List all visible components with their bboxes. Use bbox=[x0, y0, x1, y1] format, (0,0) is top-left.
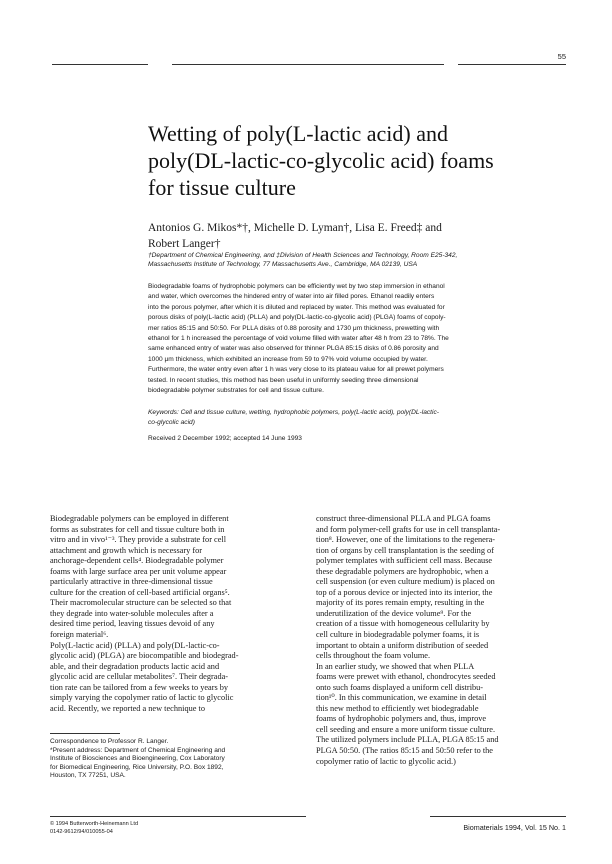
body-line: Biodegradable polymers can be employed in different bbox=[50, 514, 229, 523]
abstract-line: into the porous polymer, after which it is diluted and replaced by water. This method was evaluated for bbox=[148, 303, 445, 311]
title-line: Wetting of poly(L-lactic acid) and bbox=[148, 121, 448, 146]
body-line: culture for the creation of cell-based artificial organs⁵. bbox=[50, 587, 230, 597]
body-line: desired time period, leaving tissues devoid of any bbox=[50, 619, 215, 629]
header-rule-right bbox=[458, 64, 566, 65]
footnote bbox=[50, 738, 306, 781]
author-list bbox=[148, 220, 568, 252]
body-line: cell suspension (or even culture medium) is placed on bbox=[316, 577, 495, 587]
body-line: cell culture in biodegradable polymer foams, it is bbox=[316, 630, 480, 640]
abstract-line: porous disks of poly(L-lactic acid) (PLLA) and poly(DL-lactic-co-glycolic acid) (PLGA) foams of copoly- bbox=[148, 314, 446, 322]
copyright-line: 0142-9612/94/010055-04 bbox=[50, 829, 113, 835]
body-line: particularly attractive in three-dimensional tissue bbox=[50, 577, 213, 587]
body-line: foams with large surface area per unit volume appear bbox=[50, 566, 227, 576]
body-line: top of a porous device or injected into its interior, the bbox=[316, 587, 493, 597]
footnote-line: Houston, TX 77251, USA. bbox=[50, 772, 126, 780]
body-line: Poly(L-lactic acid) (PLLA) and poly(DL-lactic-co- bbox=[50, 640, 220, 650]
keywords bbox=[148, 408, 568, 429]
body-line: creation of a tissue with homogeneous cellularity by bbox=[316, 619, 490, 629]
article-title bbox=[148, 120, 568, 201]
abstract-line: mer ratios 85:15 and 50:50. For PLLA disks of 0.88 porosity and 1730 μm thickness, prewetting with bbox=[148, 324, 440, 332]
body-line: tion rate can be tailored from a few weeks to years by bbox=[50, 682, 229, 692]
footer-rule-right bbox=[430, 816, 566, 817]
body-line: acid. Recently, we reported a new technique to bbox=[50, 703, 205, 713]
affiliation-line: Massachusetts Institute of Technology, 77 Massachusetts Ave., Cambridge, MA 02139, USA bbox=[148, 260, 418, 268]
abstract-line: biodegradable polymer substrates for cell and tissue culture. bbox=[148, 387, 324, 395]
footnote-line: Correspondence to Professor R. Langer. bbox=[50, 738, 169, 745]
author-line: Antonios G. Mikos*†, Michelle D. Lyman†, Lisa E. Freed‡ and bbox=[148, 222, 442, 234]
body-line: cell seeding and ensure a more uniform tissue culture. bbox=[316, 724, 496, 734]
page-number: 55 bbox=[557, 52, 566, 61]
body-line: underutilization of the device volume⁹. For the bbox=[316, 608, 472, 618]
footnote-line: *Present address: Department of Chemical Engineering and bbox=[50, 746, 226, 754]
abstract-line: same enhanced entry of water was also observed for thinner PLGA 85:15 disks of 0.86 porosity and bbox=[148, 345, 439, 353]
body-line: cells throughout the foam volume. bbox=[316, 651, 431, 661]
abstract-line: tested. In recent studies, this method has been useful in uniformly seeding three dimensional bbox=[148, 376, 419, 384]
copyright-line: © 1994 Butterworth-Heinemann Ltd bbox=[50, 821, 139, 827]
body-line: and form polymer-cell grafts for use in cell transplanta- bbox=[316, 524, 501, 534]
body-line: these degradable polymers are hydrophobic, when a bbox=[316, 566, 489, 576]
body-line: they degrade into water-soluble molecules after a bbox=[50, 608, 214, 618]
body-line: this new method to efficiently wet biodegradable bbox=[316, 703, 479, 713]
abstract-line: Furthermore, the water entry even after 1 h was very close to its plateau value for all prewet polymers bbox=[148, 366, 444, 374]
body-column-left bbox=[50, 514, 306, 714]
body-line: simply varying the copolymer ratio of lactic to glycolic bbox=[50, 693, 234, 703]
journal-citation: Biomaterials 1994, Vol. 15 No. 1 bbox=[463, 823, 566, 832]
title-line: for tissue culture bbox=[148, 175, 296, 200]
footnote-line: for Biomedical Engineering, Rice University, P.O. Box 1892, bbox=[50, 763, 224, 771]
abstract-line: 1000 μm thickness, which exhibited an increase from 59 to 97% void volume occupied by water. bbox=[148, 355, 428, 363]
body-line: anchorage-dependent cells⁴. Biodegradable polymer bbox=[50, 556, 224, 566]
body-line: attachment and growth which is necessary for bbox=[50, 545, 203, 555]
body-column-right bbox=[316, 514, 572, 767]
abstract-line: and water, which overcomes the hindered entry of water into air filled pores. Ethanol readily enters bbox=[148, 293, 435, 301]
body-line: majority of its pores remain empty, resulting in the bbox=[316, 598, 485, 608]
body-line: onto such foams displayed a uniform cell distribu- bbox=[316, 682, 484, 692]
author-line: Robert Langer† bbox=[148, 238, 221, 250]
abstract-line: ethanol for 1 h increased the percentage of void volume filled with water after 48 h from 23 to 78%. The bbox=[148, 335, 449, 343]
body-line: foams of hydrophobic polymers and, thus, improve bbox=[316, 714, 487, 724]
footer-rule-left bbox=[50, 816, 306, 817]
body-line: copolymer ratio of lactic to glycolic acid.) bbox=[316, 756, 456, 766]
title-line: poly(DL-lactic-co-glycolic acid) foams bbox=[148, 148, 494, 173]
body-line: construct three-dimensional PLLA and PLGA foams bbox=[316, 514, 491, 523]
body-line: tion of organs by cell transplantation is the seeding of bbox=[316, 545, 494, 555]
body-line: vitro and in vivo¹⁻³. They provide a substrate for cell bbox=[50, 535, 227, 545]
copyright-notice bbox=[50, 820, 306, 836]
affiliation-line: †Department of Chemical Engineering, and ‡Division of Health Sciences and Technology, Room E25-342, bbox=[148, 252, 458, 259]
received-date: Received 2 December 1992; accepted 14 June 1993 bbox=[148, 435, 302, 442]
body-line: tion¹⁰. In this communication, we examine in detail bbox=[316, 693, 487, 703]
abstract-line: Biodegradable foams of hydrophobic polymers can be efficiently wet by two step immersion in ethanol bbox=[148, 283, 445, 290]
body-line: foreign material⁶. bbox=[50, 630, 109, 640]
body-line: The utilized polymers include PLLA, PLGA 85:15 and bbox=[316, 735, 499, 745]
body-line: polymer templates with sufficient cell mass. Because bbox=[316, 556, 493, 566]
body-line: PLGA 50:50. (The ratios 85:15 and 50:50 refer to the bbox=[316, 746, 493, 756]
body-line: Their macromolecular structure can be selected so that bbox=[50, 598, 232, 608]
body-line: In an earlier study, we showed that when PLLA bbox=[316, 661, 475, 671]
keywords-line: Keywords: Cell and tissue culture, wetting, hydrophobic polymers, poly(L-lactic acid), poly(DL-lactic- bbox=[148, 409, 439, 416]
header-rule-left bbox=[52, 64, 148, 65]
body-line: glycolic acid) (PLGA) are biocompatible and biodegrad- bbox=[50, 651, 239, 661]
body-line: forms as substrates for cell and tissue culture both in bbox=[50, 524, 225, 534]
body-line: glycolic acid are cellular metabolites⁷. Their degrada- bbox=[50, 672, 229, 682]
body-line: tion⁸. However, one of the limitations to the regenera- bbox=[316, 535, 496, 545]
body-line: able, and their degradation products lactic acid and bbox=[50, 661, 220, 671]
header-rule-mid bbox=[172, 64, 444, 65]
body-line: important to obtain a uniform distribution of seeded bbox=[316, 640, 489, 650]
affiliation bbox=[148, 252, 568, 269]
footnote-rule bbox=[50, 733, 120, 734]
abstract bbox=[148, 282, 568, 396]
body-line: foams were prewet with ethanol, chondrocytes seeded bbox=[316, 672, 496, 682]
footnote-line: Institute of Biosciences and Bioengineering, Cox Laboratory bbox=[50, 755, 225, 763]
keywords-line: co-glycolic acid) bbox=[148, 419, 195, 427]
